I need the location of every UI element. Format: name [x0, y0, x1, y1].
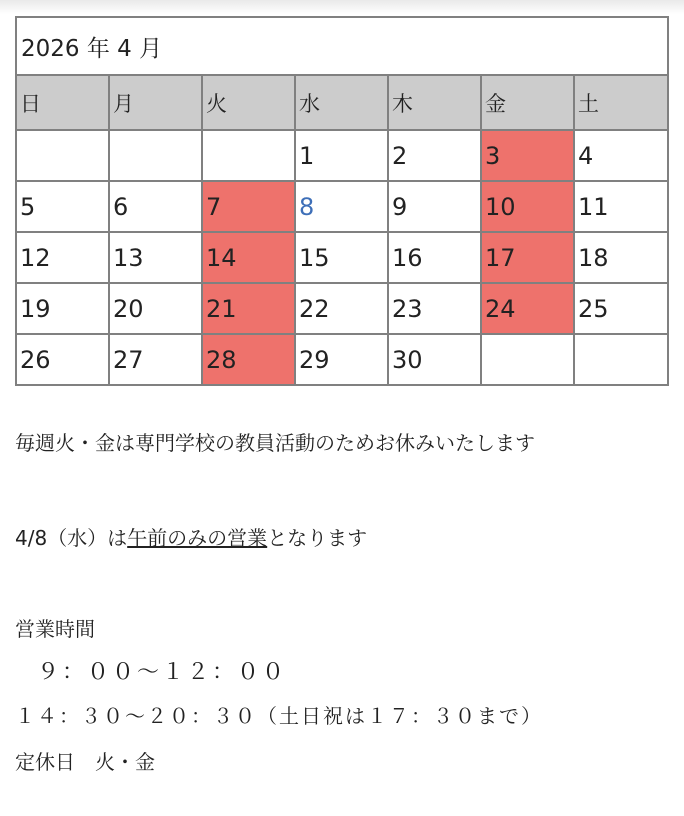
calendar-day-cell: 11 [574, 181, 668, 232]
weekday-sat: 土 [574, 75, 668, 130]
half-day-notice [15, 528, 367, 548]
weekday-mon: 月 [109, 75, 202, 130]
calendar-day-cell: 26 [16, 334, 109, 385]
calendar-empty-cell [109, 130, 202, 181]
calendar-day-cell: 27 [109, 334, 202, 385]
weekday-header-row [16, 75, 668, 130]
calendar-day-cell: 9 [388, 181, 481, 232]
half-day-prefix: 4/8（水）は [15, 526, 128, 550]
calendar-day-cell: 30 [388, 334, 481, 385]
calendar-day-cell: 20 [109, 283, 202, 334]
calendar-day-cell: 4 [574, 130, 668, 181]
calendar-day-cell: 8 [295, 181, 388, 232]
calendar-day-cell: 2 [388, 130, 481, 181]
calendar-day-cell: 7 [202, 181, 295, 232]
calendar-day-cell: 3 [481, 130, 574, 181]
calendar-day-cell: 18 [574, 232, 668, 283]
closed-notice: 毎週火・金は専門学校の教員活動のためお休みいたします [15, 431, 535, 455]
calendar-empty-cell [481, 334, 574, 385]
calendar-day-cell: 22 [295, 283, 388, 334]
weekday-tue: 火 [202, 75, 295, 130]
calendar-day-cell: 29 [295, 334, 388, 385]
calendar-week-row [16, 334, 668, 385]
calendar-empty-cell [16, 130, 109, 181]
calendar-week-row [16, 283, 668, 334]
weekday-thu: 木 [388, 75, 481, 130]
half-day-emphasis: 午前のみの営業 [127, 526, 268, 550]
calendar-day-cell: 10 [481, 181, 574, 232]
calendar-empty-cell [202, 130, 295, 181]
top-edge-shadow [0, 0, 684, 14]
hours-afternoon: １４：３０～２０：３０（土日祝は１７：３０まで） [15, 704, 543, 728]
calendar-day-cell: 14 [202, 232, 295, 283]
calendar-day-cell: 25 [574, 283, 668, 334]
calendar-day-cell: 16 [388, 232, 481, 283]
calendar-day-cell: 13 [109, 232, 202, 283]
hours-morning: ９：００～１２：００ [37, 660, 288, 685]
calendar-day-cell: 15 [295, 232, 388, 283]
calendar-title: 2026 年 4 月 [16, 17, 668, 75]
calendar-day-cell: 23 [388, 283, 481, 334]
calendar-day-cell: 19 [16, 283, 109, 334]
calendar-day-cell: 1 [295, 130, 388, 181]
calendar-day-cell: 5 [16, 181, 109, 232]
half-day-suffix: となります [267, 526, 368, 550]
weekday-fri: 金 [481, 75, 574, 130]
weekday-wed: 水 [295, 75, 388, 130]
calendar-day-cell: 21 [202, 283, 295, 334]
calendar-day-cell: 24 [481, 283, 574, 334]
calendar-week-row [16, 232, 668, 283]
calendar-day-cell: 12 [16, 232, 109, 283]
calendar-title-row [16, 17, 668, 75]
calendar-day-cell: 17 [481, 232, 574, 283]
calendar-day-cell: 6 [109, 181, 202, 232]
weekday-sun: 日 [16, 75, 109, 130]
hours-heading: 営業時間 [15, 617, 95, 641]
calendar-week-row [16, 181, 668, 232]
regular-holiday: 定休日 火・金 [15, 750, 155, 774]
calendar-table [15, 16, 669, 386]
calendar-day-cell: 28 [202, 334, 295, 385]
calendar-empty-cell [574, 334, 668, 385]
calendar-week-row [16, 130, 668, 181]
